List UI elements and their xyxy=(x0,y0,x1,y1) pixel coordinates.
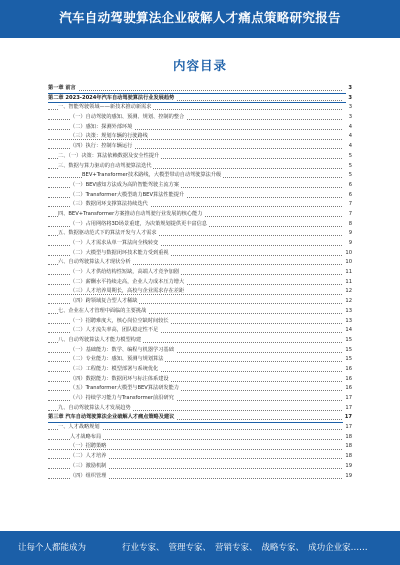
toc-heading: 内容目录 xyxy=(172,58,227,73)
toc-entry-title: （一）BEV感知方法成为高阶智能驾驶主流方案 xyxy=(70,181,179,188)
toc-entry[interactable] xyxy=(48,249,352,259)
toc-page-number: 17 xyxy=(343,394,352,404)
toc-entry-title: （一）基础能力：数学、编程与机器学习基础 xyxy=(70,346,174,353)
toc-entry-title: （一）自动驾驶的感知、预测、规划、控制的整合 xyxy=(70,114,185,121)
toc-entry-title: 四、BEV+Transformer方案推动自动驾驶行业发展的核心能力 xyxy=(58,210,203,217)
toc-entry-title: （二）人才培养 xyxy=(70,453,107,460)
toc-page-number: 18 xyxy=(343,433,352,443)
toc-entry[interactable] xyxy=(48,132,352,142)
toc-page-number: 15 xyxy=(343,355,352,365)
toc-page-number: 3 xyxy=(347,113,352,123)
toc-page-number: 5 xyxy=(347,162,352,172)
toc-leader-dots xyxy=(48,90,342,91)
toc-entry-title: （三）数据闭环支撑算法持续迭代 xyxy=(70,201,148,208)
toc-page-number: 17 xyxy=(343,413,352,423)
toc-page-number: 5 xyxy=(347,171,352,181)
toc-entry[interactable] xyxy=(48,384,352,394)
toc-entry[interactable] xyxy=(48,472,352,482)
toc-entry[interactable] xyxy=(48,200,352,210)
toc-entry[interactable] xyxy=(48,423,352,433)
toc-page-number: 7 xyxy=(347,210,352,220)
toc-page-number: 13 xyxy=(343,317,352,327)
toc-entry[interactable] xyxy=(48,307,352,317)
toc-page-number: 15 xyxy=(343,336,352,346)
toc-entry[interactable] xyxy=(48,220,352,230)
toc-entry-title: （二）薪酬水平持续走高，企业人力成本压力增大 xyxy=(70,278,185,285)
toc-page-number: 3 xyxy=(347,103,352,113)
toc-entry-title: 第一章 前言 xyxy=(48,85,76,91)
toc-page-number: 6 xyxy=(347,181,352,191)
toc-page-number: 14 xyxy=(343,326,352,336)
toc-entry-title: 六、自动驾驶算法人才现状分析 xyxy=(58,259,131,266)
toc-chapter-entry[interactable] xyxy=(48,413,352,423)
toc-page-number: 13 xyxy=(343,307,352,317)
toc-entry[interactable] xyxy=(48,442,352,452)
toc-entry[interactable] xyxy=(48,162,352,172)
toc-entry-title: 二、（一）决策：算法依赖数据及安全性提升 xyxy=(58,152,160,159)
toc-entry-title: （四）数据能力：数据闭环与标注体系建设 xyxy=(70,375,169,382)
toc-entry[interactable] xyxy=(48,462,352,472)
toc-entry[interactable] xyxy=(48,326,352,336)
toc-entry-title: （一）招聘难度大，核心岗位空缺时间较长 xyxy=(70,317,169,324)
toc-page-number: 5 xyxy=(347,152,352,162)
toc-entry[interactable] xyxy=(48,317,352,327)
toc-entry-title: （三）工程能力：模型部署与系统优化 xyxy=(70,365,159,372)
toc-page-number: 11 xyxy=(343,268,352,278)
report-title: 汽车自动驾驶算法企业破解人才痛点策略研究报告 xyxy=(59,10,341,25)
toc-page-number: 17 xyxy=(343,423,352,433)
toc-entry-title: （一）人才供给结构性短缺，高端人才竞争加剧 xyxy=(70,269,179,276)
toc-page-number: 17 xyxy=(343,404,352,414)
toc-page-number: 19 xyxy=(343,472,352,482)
toc-page-number: 3 xyxy=(346,84,352,94)
toc-entry-title: （二）大模型与数据闭环技术能力受到重视 xyxy=(70,249,169,256)
toc-entry-title: （六）持续学习能力与Transformer前沿研究 xyxy=(70,395,174,401)
toc-page-number: 15 xyxy=(343,346,352,356)
toc-entry-title: （三）决策：规划车辆的行驶路线 xyxy=(70,133,148,140)
toc-entry-title: 一、人才战略规划 xyxy=(58,424,100,431)
toc-page-number: 12 xyxy=(343,297,352,307)
toc-chapter-entry[interactable] xyxy=(48,84,352,94)
toc-page-number: 4 xyxy=(347,123,352,133)
toc-entry-title: （五）Transformer大模型与BEV算法研发能力 xyxy=(70,385,179,392)
toc-entry-title: 一、智能驾驶领域——新技术推动新需求 xyxy=(58,104,152,111)
toc-entry-title: （四）跨领域复合型人才稀缺 xyxy=(70,298,138,305)
toc-page-number: 16 xyxy=(343,365,352,375)
toc-entry[interactable] xyxy=(48,433,352,443)
footer-role-item: 战略专家、 xyxy=(261,543,305,553)
toc-entry[interactable] xyxy=(48,103,352,113)
toc-entry[interactable] xyxy=(48,394,352,404)
toc-entry-title: 九、自动驾驶算法人才发展趋势 xyxy=(58,404,131,411)
toc-page-number: 8 xyxy=(347,220,352,230)
footer-role-item: 行业专家、 xyxy=(122,543,165,553)
toc-entry-title: （二）专业能力：感知、预测与规划算法 xyxy=(70,356,164,363)
toc-page-number: 18 xyxy=(343,452,352,462)
toc-chapter-entry[interactable] xyxy=(48,94,352,104)
toc-entry[interactable] xyxy=(48,355,352,365)
toc-page-number: 6 xyxy=(347,191,352,201)
toc-entry[interactable] xyxy=(48,375,352,385)
toc-entry[interactable] xyxy=(48,191,352,201)
table-of-contents xyxy=(48,84,352,481)
toc-entry[interactable] xyxy=(48,181,352,191)
toc-page-number: 3 xyxy=(346,94,352,104)
toc-entry-title: （一）招聘策略 xyxy=(70,443,107,450)
header-bar xyxy=(0,0,400,38)
toc-page-number: 16 xyxy=(343,384,352,394)
toc-entry[interactable] xyxy=(48,404,352,414)
toc-entry-title: （一）占用网络将3D场景重建，为决策规划提供更丰富信息 xyxy=(70,220,207,227)
toc-page-number: 19 xyxy=(343,462,352,472)
toc-entry[interactable] xyxy=(48,113,352,123)
toc-entry[interactable] xyxy=(48,336,352,346)
footer-bar xyxy=(0,531,400,565)
toc-entry-title: （二）感知：探测外部环境 xyxy=(70,123,133,130)
footer-role-item: 营销专家、 xyxy=(215,543,258,553)
toc-page-number: 10 xyxy=(343,258,352,268)
toc-entry-title: （四）组织管理 xyxy=(70,472,107,479)
toc-entry[interactable] xyxy=(48,258,352,268)
toc-entry-title: 人才战略布局 xyxy=(70,433,102,440)
toc-entry-title: （三）激励机制 xyxy=(70,462,107,469)
toc-entry-title: （四）执行：控制车辆运行 xyxy=(70,143,133,150)
footer-slogan: 让每个人都能成为 xyxy=(18,543,87,553)
toc-entry-title: 八、自动驾驶算法人才能力模型构建 xyxy=(58,336,142,343)
toc-entry-title: 第二章 2023-2024年汽车自动驾驶算法行业发展趋势 xyxy=(48,94,175,101)
toc-entry[interactable] xyxy=(48,268,352,278)
toc-page-number: 10 xyxy=(343,249,352,259)
toc-page-number: 9 xyxy=(347,229,352,239)
toc-page-number: 4 xyxy=(347,132,352,142)
toc-entry[interactable] xyxy=(48,239,352,249)
toc-entry[interactable] xyxy=(48,365,352,375)
toc-entry[interactable] xyxy=(48,142,352,152)
footer-roles xyxy=(122,531,372,565)
toc-entry[interactable] xyxy=(48,210,352,220)
toc-entry[interactable] xyxy=(48,152,352,162)
toc-entry[interactable] xyxy=(48,452,352,462)
toc-entry-title: BEV+Transformer技术路线，大模型带动自动驾驶算法升级 xyxy=(82,172,222,179)
toc-page-number: 11 xyxy=(343,278,352,288)
toc-entry-title: （一）人才需求从单一算法向全栈转变 xyxy=(70,240,159,246)
toc-page-number: 12 xyxy=(343,287,352,297)
toc-entry-title: （二）人才流失率高，团队稳定性不足 xyxy=(70,327,159,334)
toc-page-number: 7 xyxy=(347,200,352,210)
toc-page-number: 9 xyxy=(347,239,352,249)
toc-entry[interactable] xyxy=(48,346,352,356)
toc-page-number: 16 xyxy=(343,375,352,385)
toc-entry-title: 七、企业在人才管理中面临的主要挑战 xyxy=(58,307,147,314)
toc-entry[interactable] xyxy=(48,278,352,288)
toc-entry[interactable] xyxy=(48,287,352,297)
toc-entry[interactable] xyxy=(48,229,352,239)
toc-entry-title: 五、数据驱动范式下的算法开发与人才需求 xyxy=(58,230,157,237)
footer-role-item: 管理专家、 xyxy=(168,543,212,553)
toc-entry[interactable] xyxy=(48,123,352,133)
toc-entry-title: （二）Transformer大模型助力BEV算法性能提升 xyxy=(70,191,185,198)
toc-entry-title: （三）人才培养周期长，高校与企业需求存在差距 xyxy=(70,288,185,295)
toc-entry[interactable] xyxy=(48,171,352,181)
toc-entry-title: 三、数据与算力驱动的自动驾驶算法迭代 xyxy=(58,162,152,169)
toc-entry[interactable] xyxy=(48,297,352,307)
footer-role-item: 成功企业家…… xyxy=(308,543,368,553)
toc-page-number: 18 xyxy=(343,442,352,452)
toc-page-number: 4 xyxy=(347,142,352,152)
toc-entry-title: 第三章 汽车自动驾驶算法企业破解人才痛点策略及建议 xyxy=(48,414,175,421)
